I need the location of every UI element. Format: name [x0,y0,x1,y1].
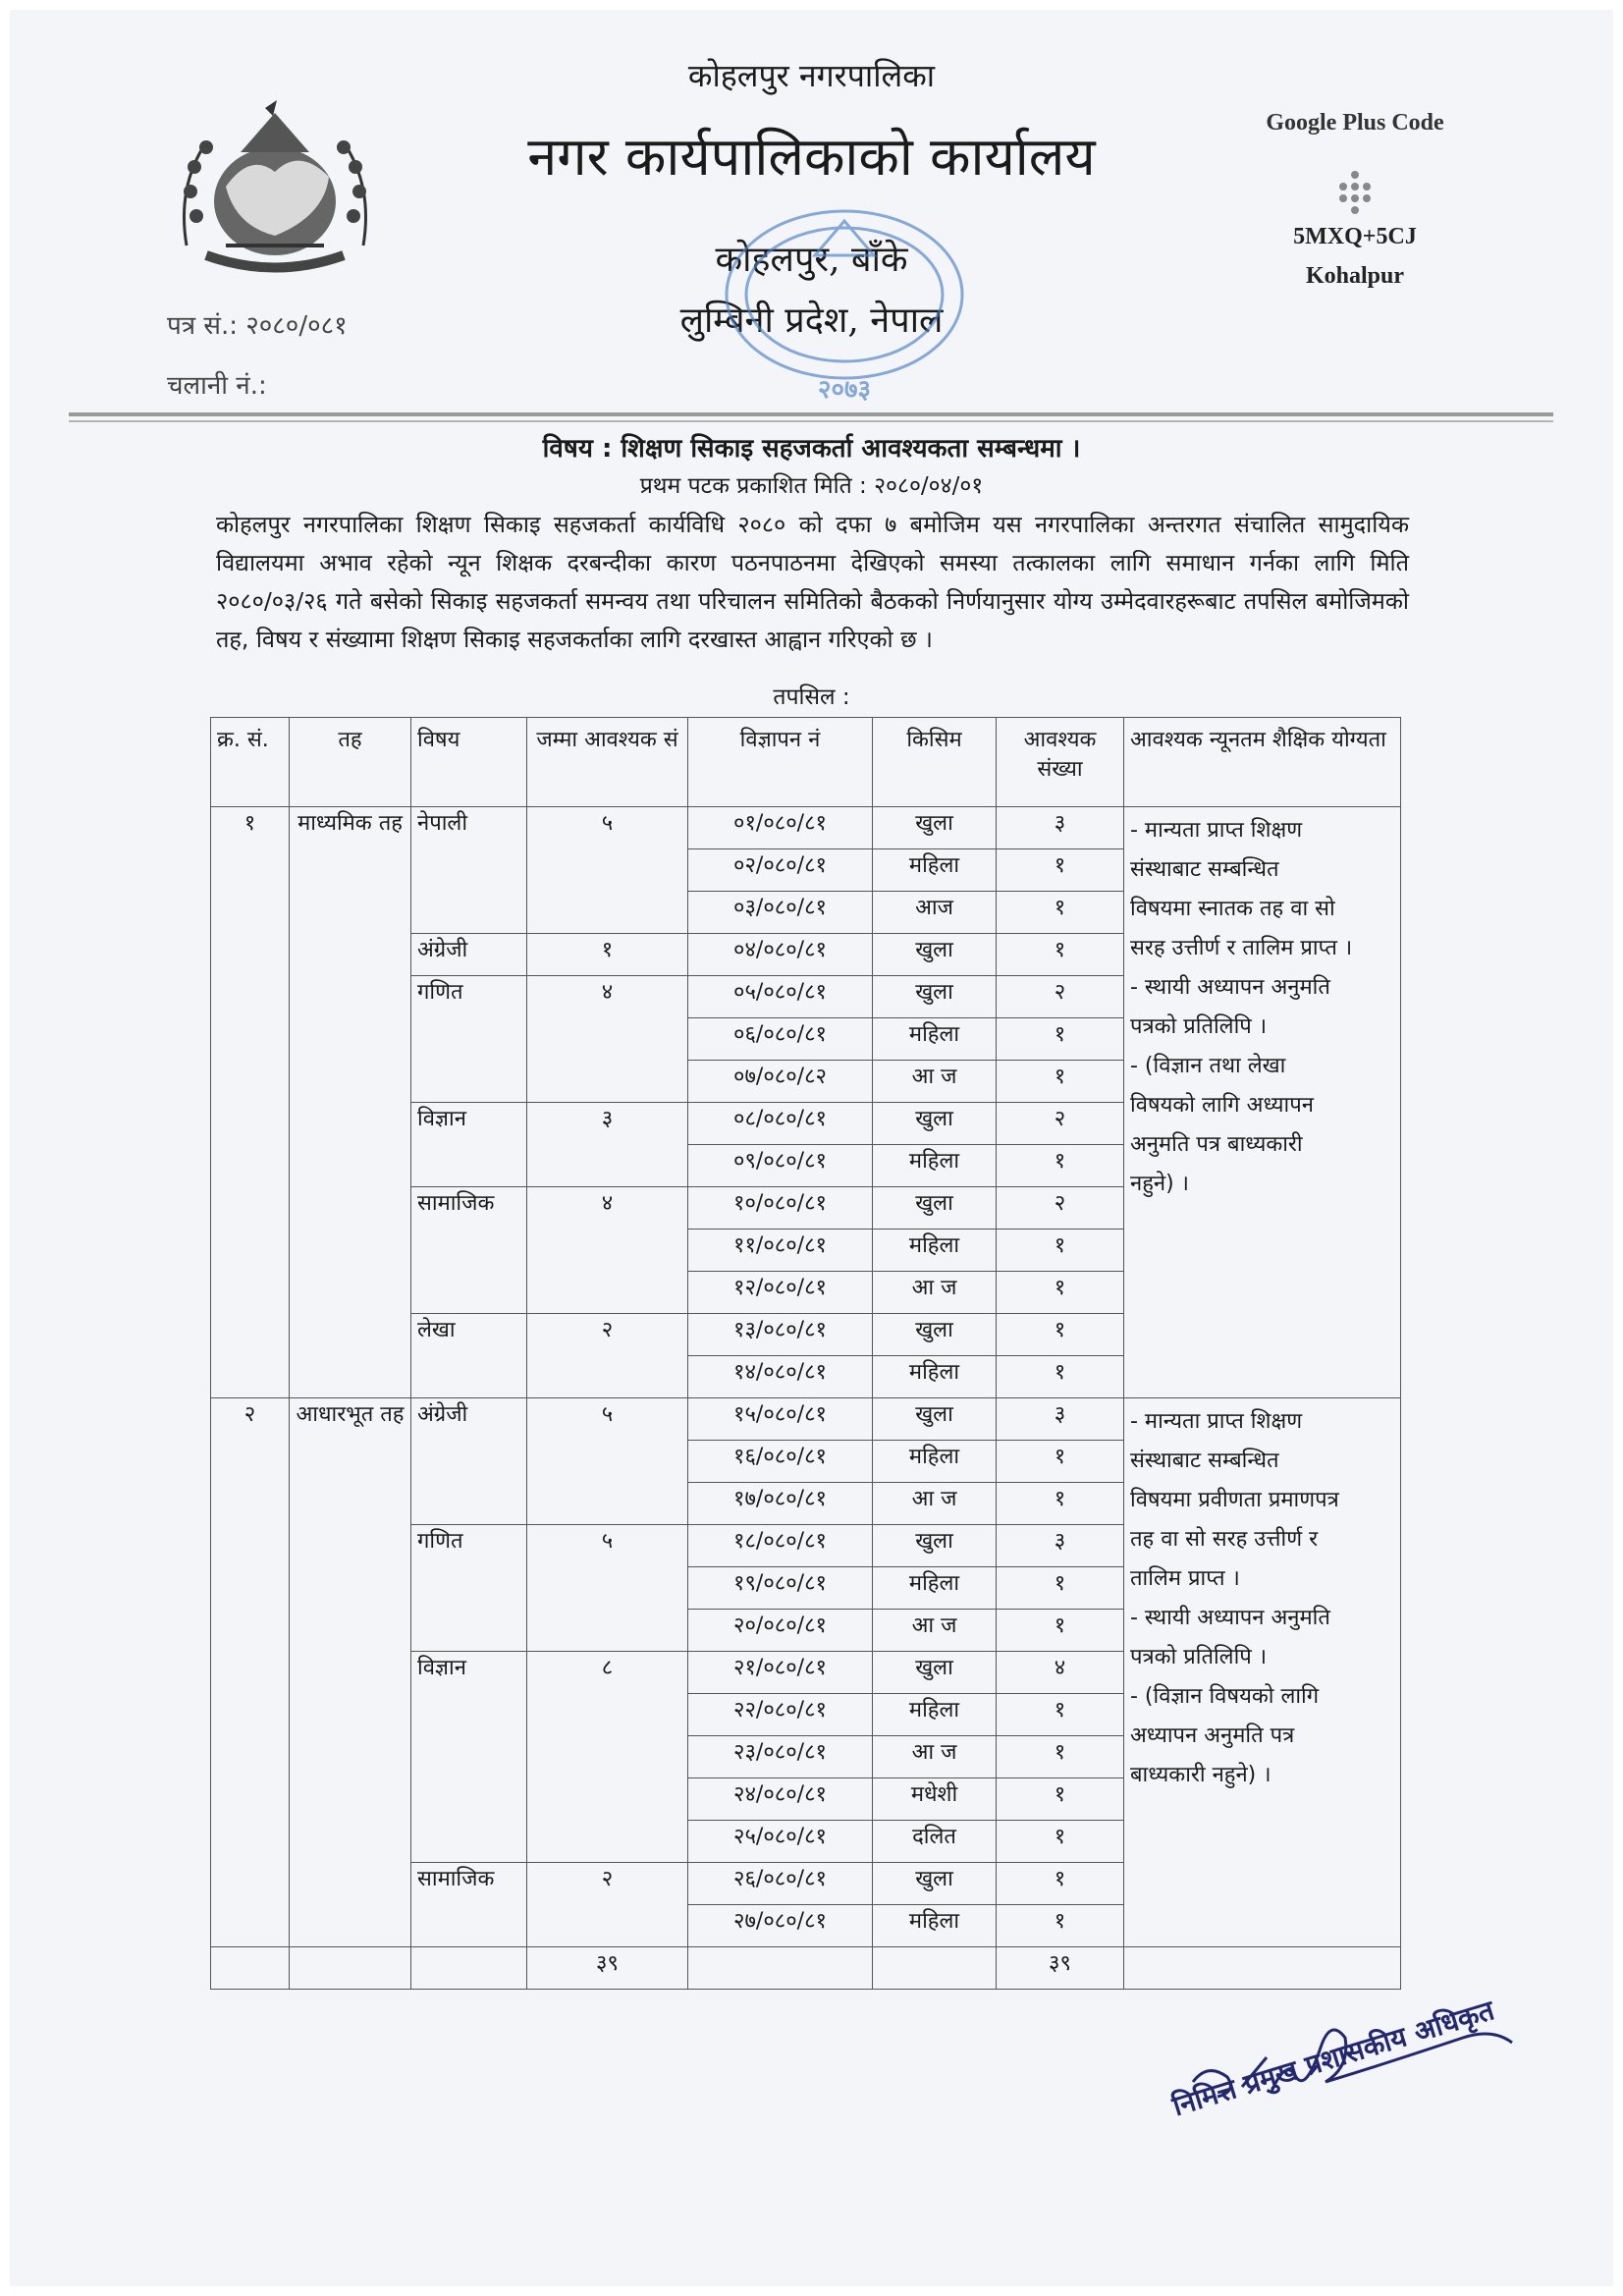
cell-required: १ [997,1778,1124,1821]
cell-required: १ [997,1314,1124,1356]
col-header-type: किसिम [873,718,997,807]
cell-adno: १०/०८०/८१ [688,1187,873,1230]
cell-adno: २०/०८०/८१ [688,1610,873,1652]
cell-required: १ [997,1821,1124,1863]
cell-type: खुला [873,1314,997,1356]
cell-adno: ०१/०८०/८१ [688,807,873,849]
cell-type: खुला [873,1187,997,1230]
cell-subject: अंग्रेजी [411,1398,527,1525]
qualification-line: - मान्यता प्राप्त शिक्षण [1130,1409,1303,1434]
signer-title: निमित्त प्रमुख प्रशासकीय अधिकृत [1168,1994,1498,2123]
qualification-line: - मान्यता प्राप्त शिक्षण [1130,818,1303,843]
stamp-year: २०७३ [817,375,872,405]
cell-required: १ [997,892,1124,934]
cell-total: २ [527,1314,688,1398]
cell-type: महिला [873,1441,997,1483]
qualification-line: - (विज्ञान विषयको लागि [1130,1684,1320,1709]
cell-subject: सामाजिक [411,1187,527,1314]
qualification-line: बाध्यकारी नहुने) । [1130,1763,1271,1787]
cell-total: ५ [527,1398,688,1525]
cell-type: महिला [873,849,997,892]
cell-type: खुला [873,1398,997,1441]
col-header-total: जम्मा आवश्यक सं [527,718,688,807]
schedule-label: तपसिल : [773,684,850,710]
qualification-line: सरह उत्तीर्ण र तालिम प्राप्त । [1130,936,1353,960]
cell-subject: सामाजिक [411,1863,527,1947]
col-header-subject: विषय [411,718,527,807]
cell-empty [688,1947,873,1990]
qualification-line: - (विज्ञान तथा लेखा [1130,1054,1286,1078]
qualification-line: अनुमति पत्र बाध्यकारी [1130,1132,1303,1157]
office-stamp [697,196,992,412]
cell-adno: ०६/०८०/८१ [688,1018,873,1061]
cell-subject: विज्ञान [411,1652,527,1863]
cell-adno: ०७/०८०/८२ [688,1061,873,1103]
qualification-line: विषयको लागि अध्यापन [1130,1093,1314,1118]
cell-adno: १७/०८०/८१ [688,1483,873,1525]
qualification-line: - स्थायी अध्यापन अनुमति [1130,1606,1330,1630]
cell-type: महिला [873,1018,997,1061]
qualification-line: संस्थाबाट सम्बन्धित [1130,857,1279,882]
qualification-line: तह वा सो सरह उत्तीर्ण र [1130,1527,1319,1552]
cell-required: १ [997,1567,1124,1610]
table-row [211,807,1401,849]
cell-required: १ [997,1018,1124,1061]
cell-type: खुला [873,976,997,1018]
col-header-sn: क्र. सं. [211,718,290,807]
cell-adno: २५/०८०/८१ [688,1821,873,1863]
cell-total: ४ [527,1187,688,1314]
cell-total: २ [527,1863,688,1947]
cell-subject: गणित [411,1525,527,1652]
plus-code-label: Google Plus Code [1266,110,1444,136]
cell-adno: १३/०८०/८१ [688,1314,873,1356]
cell-required: १ [997,934,1124,976]
cell-subject: विज्ञान [411,1103,527,1187]
plus-code: 5MXQ+5CJ [1293,224,1417,249]
cell-required: १ [997,1061,1124,1103]
col-header-qualification: आवश्यक न्यूनतम शैक्षिक योग्यता [1124,718,1401,807]
cell-required: १ [997,1483,1124,1525]
plus-code-icon [1330,167,1380,216]
header-divider-thin [69,420,1553,422]
cell-type: खुला [873,1652,997,1694]
cell-total: ४ [527,976,688,1103]
cell-required: २ [997,1103,1124,1145]
cell-type: महिला [873,1145,997,1187]
cell-required: १ [997,1145,1124,1187]
cell-sn: २ [211,1398,290,1947]
cell-required: १ [997,1694,1124,1736]
notice-subject: विषय : शिक्षण सिकाइ सहजकर्ता आवश्यकता सम्बन्धमा । [542,434,1081,464]
cell-required: १ [997,1356,1124,1398]
cell-level: आधारभूत तह [290,1398,411,1947]
cell-adno: १२/०८०/८१ [688,1272,873,1314]
cell-required: ३ [997,1398,1124,1441]
cell-required: २ [997,1187,1124,1230]
cell-empty [290,1947,411,1990]
cell-required: १ [997,1905,1124,1947]
cell-required: १ [997,1610,1124,1652]
cell-required: २ [997,976,1124,1018]
cell-qualification [1124,807,1401,1398]
office-title: नगर कार्यपालिकाको कार्यालय [527,126,1096,188]
cell-required: १ [997,1736,1124,1778]
cell-type: मधेशी [873,1778,997,1821]
cell-type: दलित [873,1821,997,1863]
cell-type: महिला [873,1905,997,1947]
qualification-line: - स्थायी अध्यापन अनुमति [1130,975,1330,1000]
cell-type: खुला [873,1103,997,1145]
vacancy-table [210,717,1401,1990]
table-row [211,1398,1401,1441]
cell-subject: लेखा [411,1314,527,1398]
cell-adno: २३/०८०/८१ [688,1736,873,1778]
qualification-line: तालिम प्राप्त । [1130,1566,1240,1591]
qualification-line: पत्रको प्रतिलिपि । [1130,1014,1268,1039]
cell-type: खुला [873,934,997,976]
cell-adno: ०५/०८०/८१ [688,976,873,1018]
address-line-1: कोहलपुर, बाँके [715,240,908,280]
cell-adno: १५/०८०/८१ [688,1398,873,1441]
header-divider [69,412,1553,416]
cell-type: खुला [873,1525,997,1567]
cell-required: १ [997,1230,1124,1272]
plus-code-city: Kohalpur [1305,263,1405,289]
cell-type: आ ज [873,1483,997,1525]
cell-required: ३ [997,1525,1124,1567]
letter-number: पत्र सं.: २०८०/०८१ [167,311,348,341]
col-header-adno: विज्ञापन नं [688,718,873,807]
cell-type: आज [873,892,997,934]
cell-type: आ ज [873,1736,997,1778]
cell-adno: १९/०८०/८१ [688,1567,873,1610]
qualification-line: पत्रको प्रतिलिपि । [1130,1645,1268,1669]
municipality-name: कोहलपुर नगरपालिका [687,57,936,94]
cell-adno: ११/०८०/८१ [688,1230,873,1272]
cell-empty [211,1947,290,1990]
cell-type: महिला [873,1356,997,1398]
cell-adno: २६/०८०/८१ [688,1863,873,1905]
col-header-required: आवश्यक संख्या [997,718,1124,807]
cell-required: १ [997,1863,1124,1905]
cell-total: ५ [527,807,688,934]
cell-total: ८ [527,1652,688,1863]
cell-total-sum: ३९ [527,1947,688,1990]
cell-type: आ ज [873,1061,997,1103]
totals-row [211,1947,1401,1990]
cell-type: महिला [873,1567,997,1610]
cell-sn: १ [211,807,290,1398]
cell-adno: २२/०८०/८१ [688,1694,873,1736]
cell-adno: १६/०८०/८१ [688,1441,873,1483]
cell-total: ५ [527,1525,688,1652]
cell-qualification [1124,1398,1401,1947]
col-header-level: तह [290,718,411,807]
cell-empty [873,1947,997,1990]
cell-required: १ [997,849,1124,892]
cell-adno: ०४/०८०/८१ [688,934,873,976]
cell-type: आ ज [873,1272,997,1314]
published-date: प्रथम पटक प्रकाशित मिति : २०८०/०४/०१ [639,473,984,499]
cell-total: १ [527,934,688,976]
cell-required: ४ [997,1652,1124,1694]
address-line-2: लुम्बिनी प्रदेश, नेपाल [679,301,944,341]
cell-empty [1124,1947,1401,1990]
cell-required: १ [997,1272,1124,1314]
cell-empty [411,1947,527,1990]
qualification-line: अध्यापन अनुमति पत्र [1130,1723,1295,1748]
cell-adno: २१/०८०/८१ [688,1652,873,1694]
dispatch-number: चलानी नं.: [167,371,267,401]
table-header-row [211,718,1401,807]
cell-type: महिला [873,1694,997,1736]
cell-adno: २४/०८०/८१ [688,1778,873,1821]
cell-type: महिला [873,1230,997,1272]
cell-adno: ०९/०८०/८१ [688,1145,873,1187]
cell-required-sum: ३९ [997,1947,1124,1990]
cell-adno: ०२/०८०/८१ [688,849,873,892]
cell-adno: ०८/०८०/८१ [688,1103,873,1145]
cell-subject: अंग्रेजी [411,934,527,976]
cell-subject: गणित [411,976,527,1103]
qualification-line: नहुने) । [1130,1172,1190,1196]
qualification-line: विषयमा स्नातक तह वा सो [1130,897,1335,921]
cell-subject: नेपाली [411,807,527,934]
cell-adno: २७/०८०/८१ [688,1905,873,1947]
qualification-line: विषयमा प्रवीणता प्रमाणपत्र [1130,1488,1339,1512]
cell-total: ३ [527,1103,688,1187]
cell-adno: १४/०८०/८१ [688,1356,873,1398]
cell-level: माध्यमिक तह [290,807,411,1398]
qualification-line: संस्थाबाट सम्बन्धित [1130,1449,1279,1473]
notice-body: कोहलपुर नगरपालिका शिक्षण सिकाइ सहजकर्ता कार्यविधि २०८० को दफा ७ बमोजिम यस नगरपालिका अन्तरगत संचालित सामुदायिक विद्यालयमा अभाव रहेको न्यून शिक्षक दरबन्दीका कारण पठनपाठनमा देखिएको समस्या तत्कालका लागि समाधान गर्नका लागि मिति २०८०/०३/२६ गते बसेको सिकाइ सहजकर्ता समन्वय तथा परिचालन समितिको बैठकको निर्णयानुसार योग्य उम्मेदवारहरूबाट तपसिल बमोजिमको तह, विषय र संख्यामा शिक्षण सिकाइ सहजकर्ताका लागि दरखास्त आह्वान गरिएको छ । [216,511,1409,653]
cell-adno: ०३/०८०/८१ [688,892,873,934]
cell-type: आ ज [873,1610,997,1652]
cell-required: ३ [997,807,1124,849]
cell-type: खुला [873,807,997,849]
cell-adno: १८/०८०/८१ [688,1525,873,1567]
cell-required: १ [997,1441,1124,1483]
cell-type: खुला [873,1863,997,1905]
